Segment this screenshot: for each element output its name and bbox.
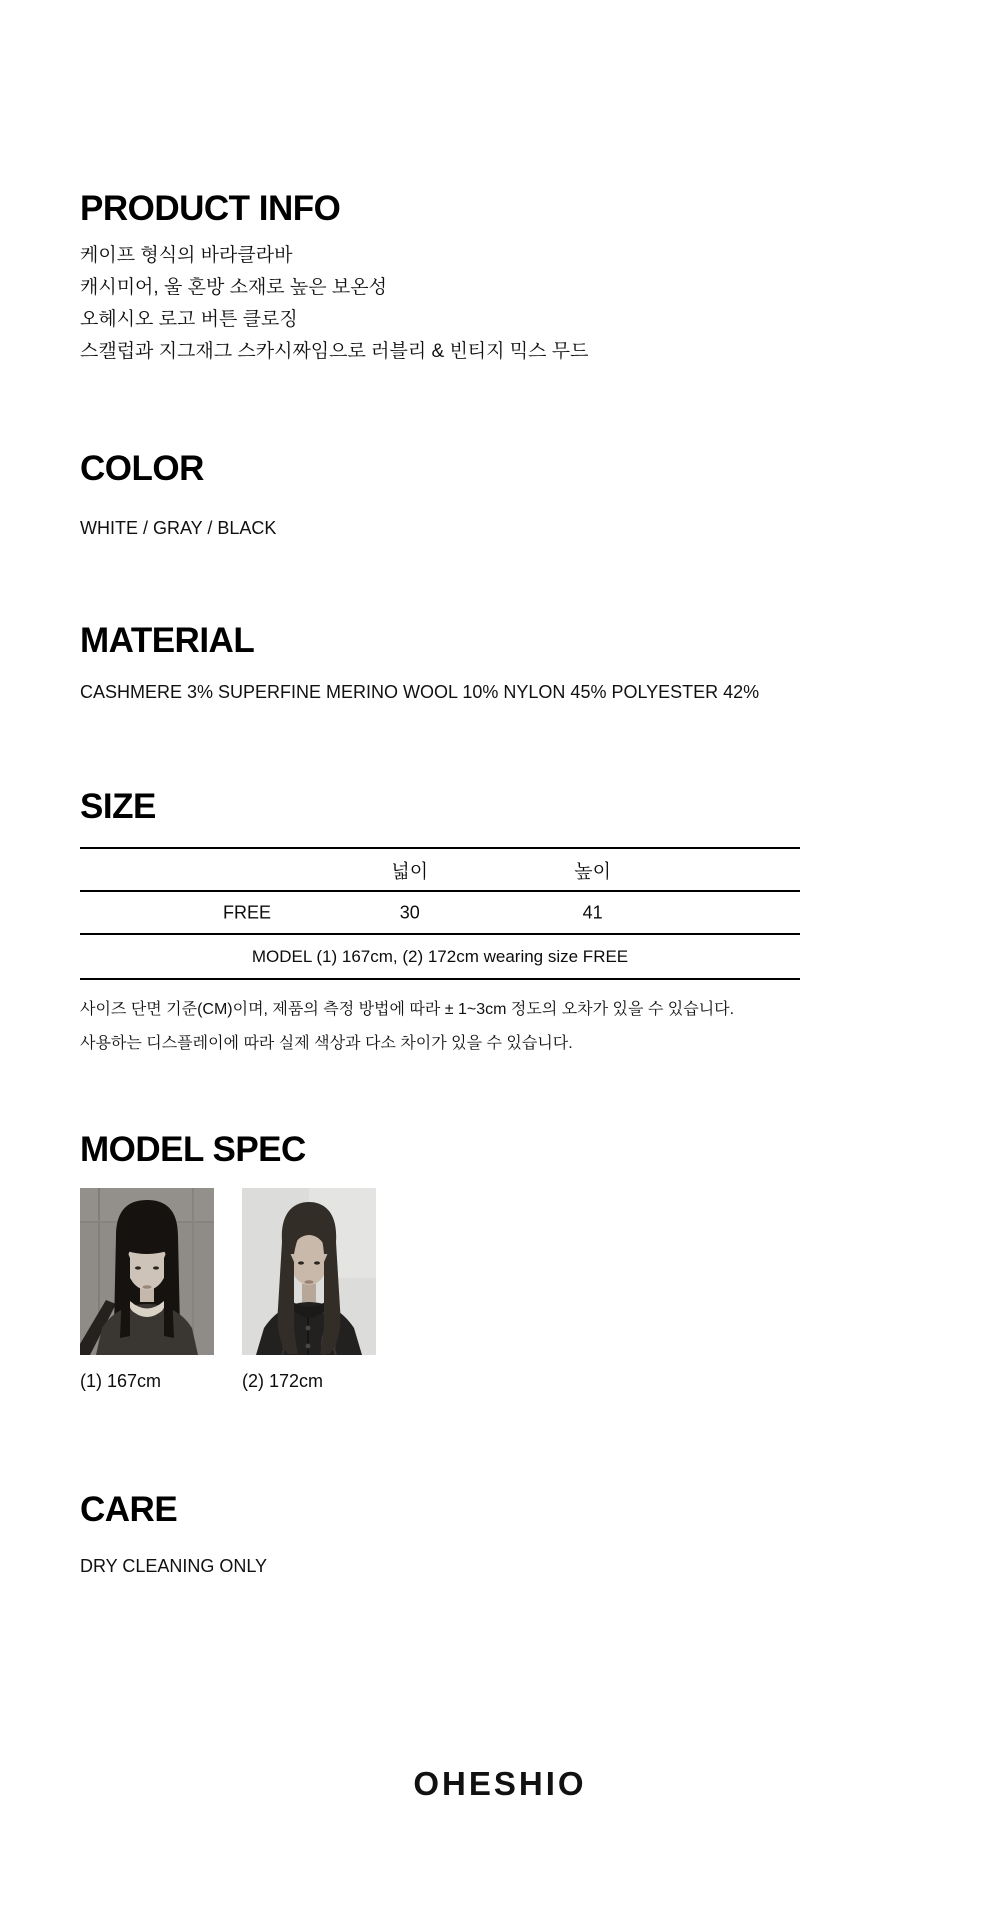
size-table [80,847,800,980]
product-info-line-2: 캐시미어, 울 혼방 소재로 높은 보온성 [80,277,387,298]
model-caption-1: (1) 167cm [80,1371,162,1391]
model-photo-2 [242,1188,376,1355]
size-table-header-row [80,849,800,892]
size-col-width-label: 넓이 [391,861,429,882]
section-material [80,620,960,706]
size-note-1: 사이즈 단면 기준(CM)이며, 제품의 측정 방법에 따라 ± 1~3cm 정도의 오차가 있을 수 있습니다. [80,1001,735,1018]
model-caption-2: (2) 172cm [242,1371,324,1391]
size-notes [80,993,960,1061]
brand-wordmark: OHESHIO [413,1765,587,1802]
material-heading: MATERIAL [80,621,255,660]
model-portrait-2-illustration [242,1188,376,1355]
size-table-data-row [80,892,800,935]
size-cell-height: 41 [582,902,603,922]
color-heading: COLOR [80,449,204,488]
section-care [80,1489,960,1580]
size-table-model-note: MODEL (1) 167cm, (2) 172cm wearing size FREE [251,946,629,966]
section-color [80,448,960,542]
product-info-line-4: 스캘럽과 지그재그 스카시짜임으로 러블리 & 빈티지 믹스 무드 [80,341,589,362]
section-model-spec [80,1129,960,1392]
size-row-label: FREE [223,902,272,922]
model-photo-1 [80,1188,214,1355]
size-note-2: 사용하는 디스플레이에 따라 실제 색상과 다소 차이가 있을 수 있습니다. [80,1035,573,1052]
material-value: CASHMERE 3% SUPERFINE MERINO WOOL 10% NYLON 45% POLYESTER 42% [80,682,760,702]
size-col-height-label: 높이 [574,861,611,882]
care-heading: CARE [80,1490,178,1529]
product-info-line-1: 케이프 형식의 바라클라바 [80,245,293,266]
model-card-1 [80,1188,214,1392]
model-photos [80,1188,960,1392]
model-portrait-1-illustration [80,1188,214,1355]
color-value: WHITE / GRAY / BLACK [80,518,277,538]
section-product-info [80,188,960,368]
size-cell-width: 30 [399,902,420,922]
size-heading: SIZE [80,787,156,826]
model-card-2 [242,1188,376,1392]
product-info-line-3: 오헤시오 로고 버튼 클로징 [80,309,298,330]
model-spec-heading: MODEL SPEC [80,1130,306,1169]
size-table-footer-row [80,935,800,978]
product-info-heading: PRODUCT INFO [80,189,341,228]
section-size [80,786,960,1061]
product-info-lines [80,240,960,368]
care-value: DRY CLEANING ONLY [80,1556,268,1576]
